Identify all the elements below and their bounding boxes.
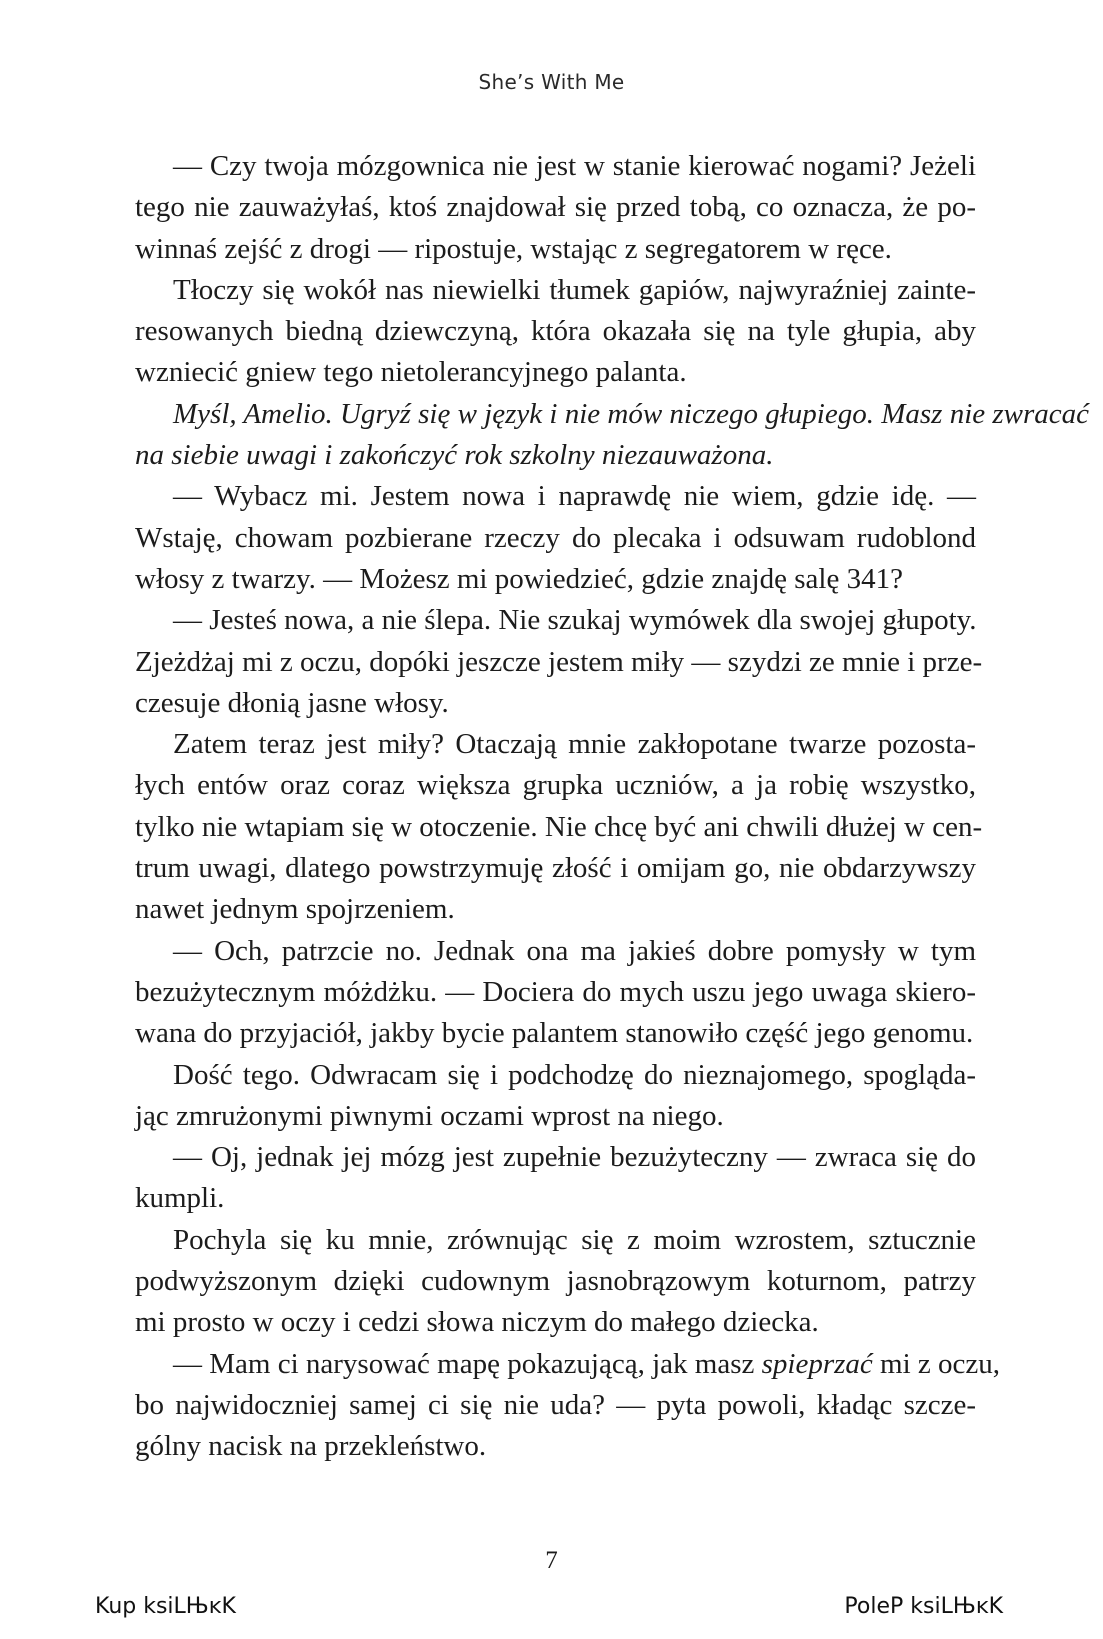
text-line: mi prosto w oczy i cedzi słowa niczym do małego dziecka.	[135, 1306, 819, 1339]
text-line: Tłoczy się wokół nas niewielki tłumek gapiów, najwyraźniej zainte-	[173, 273, 976, 306]
text-line: Wstaję, chowam pozbierane rzeczy do plecaka i odsuwam rudoblond	[135, 521, 976, 554]
text-line: Dość tego. Odwracam się i podchodzę do nieznajomego, spogląda-	[173, 1058, 976, 1091]
text-line: nawet jednym spojrzeniem.	[135, 893, 455, 926]
text-line: Zjeżdżaj mi z oczu, dopóki jeszcze jestem miły — szydzi ze mnie i prze-	[135, 645, 983, 678]
text-line: tego nie zauważyłaś, ktoś znajdował się przed tobą, co oznacza, że po-	[135, 191, 976, 224]
text-line: wzniecić gniew tego nietolerancyjnego palanta.	[135, 356, 687, 389]
text-line: wana do przyjaciół, jakby bycie palantem stanowiło część jego genomu.	[135, 1017, 974, 1050]
text-line: — Czy twoja mózgownica nie jest w stanie kierować nogami? Jeżeli	[173, 150, 976, 182]
running-header-title: She’s With Me	[478, 70, 625, 94]
text-line: kumpli.	[135, 1182, 225, 1215]
text-line: Pochyla się ku mnie, zrównując się z moim wzrostem, sztucznie	[173, 1223, 976, 1256]
recommend-book-link[interactable]: PoleP ksiLЊĸK	[844, 1594, 1003, 1619]
text-line: — Oj, jednak jej mózg jest zupełnie bezużyteczny — zwraca się do	[173, 1141, 976, 1174]
text-line: na siebie uwagi i zakończyć rok szkolny niezauważona.	[135, 439, 774, 472]
text-line: — Mam ci narysować mapę pokazującą, jak masz spieprzać mi z oczu,	[173, 1347, 1001, 1380]
text-line: bo najwidoczniej samej ci się nie uda? — pyta powoli, kładąc szcze-	[135, 1388, 976, 1421]
text-line: gólny nacisk na przekleństwo.	[135, 1430, 487, 1463]
text-line: resowanych biedną dziewczyną, która okazała się na tyle głupia, aby	[135, 315, 976, 348]
text-line: bezużytecznym móżdżku. — Dociera do mych uszu jego uwaga skiero-	[135, 975, 976, 1008]
text-line: trum uwagi, dlatego powstrzymuję złość i omijam go, nie obdarzywszy	[135, 852, 976, 885]
text-line: — Jesteś nowa, a nie ślepa. Nie szukaj wymówek dla swojej głupoty.	[173, 604, 977, 637]
text-line: Myśl, Amelio. Ugryź się w język i nie mów niczego głupiego. Masz nie zwracać	[173, 397, 1090, 430]
text-line: podwyższonym dzięki cudownym jasnobrązowym koturnom, patrzy	[135, 1265, 976, 1298]
text-line: tylko nie wtapiam się w otoczenie. Nie chcę być ani chwili dłużej w cen-	[135, 810, 983, 843]
text-line: czesuje dłonią jasne włosy.	[135, 686, 449, 719]
buy-book-link[interactable]: Kup ksiLЊĸK	[95, 1594, 236, 1619]
text-line: — Wybacz mi. Jestem nowa i naprawdę nie wiem, gdzie idę. —	[173, 480, 976, 513]
text-line: łych entów oraz coraz większa grupka uczniów, a ja robię wszystko,	[135, 769, 976, 802]
text-line: włosy z twarzy. — Możesz mi powiedzieć, gdzie znajdę salę 341?	[135, 562, 903, 595]
body-text	[135, 146, 1090, 1468]
text-line: — Och, patrzcie no. Jednak ona ma jakieś dobre pomysły w tym	[173, 934, 976, 967]
text-line: winnaś zejść z drogi — ripostuje, wstając z segregatorem w ręce.	[135, 232, 892, 265]
text-line: Zatem teraz jest miły? Otaczają mnie zakłopotane twarze pozosta-	[173, 728, 976, 761]
text-line: jąc zmrużonymi piwnymi oczami wprost na niego.	[135, 1099, 724, 1132]
page-number: 7	[545, 1547, 558, 1574]
